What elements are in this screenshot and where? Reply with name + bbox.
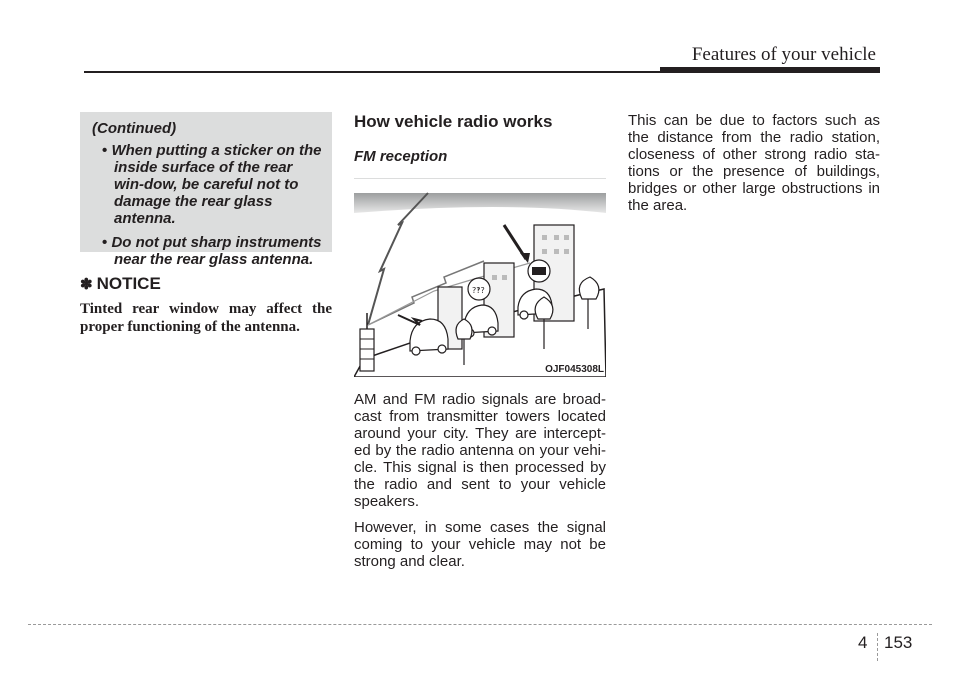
caution-bullet-text: Do not put sharp instruments near the rear glass antenna. bbox=[111, 234, 322, 268]
footer-divider bbox=[877, 633, 878, 661]
body-paragraph: However, in some cases the signal coming to your vehicle may not be strong and clear. bbox=[354, 519, 606, 570]
chapter-number: 4 bbox=[858, 633, 868, 652]
caution-bullet bbox=[92, 142, 322, 227]
notice-body: Tinted rear window may affect the proper functioning of the antenna. bbox=[80, 301, 332, 335]
header-rule-accent bbox=[660, 67, 880, 72]
radio-signal-illustration-icon bbox=[354, 179, 606, 377]
bullet-dot-icon: • bbox=[102, 142, 108, 159]
column-middle bbox=[354, 112, 606, 579]
notice-heading bbox=[80, 274, 332, 294]
body-paragraph: AM and FM radio signals are broad-cast from transmitter towers located around your city. They are intercept-ed by the radio antenna on your vehi-cle. This signal is then processed by the radio and sent to your vehicle speakers. bbox=[354, 391, 606, 510]
continued-caution-box bbox=[80, 112, 332, 268]
notice-asterisk-icon: ✽ bbox=[80, 276, 93, 293]
section-subtitle: FM reception bbox=[354, 148, 448, 165]
notice-heading-text: NOTICE bbox=[96, 274, 161, 293]
bullet-dot-icon: • bbox=[102, 234, 108, 251]
fm-reception-illustration bbox=[354, 178, 606, 377]
caution-bullet-list bbox=[92, 142, 322, 268]
column-right bbox=[628, 112, 880, 223]
column-left bbox=[80, 112, 332, 336]
svg-text:?‽?: ?‽? bbox=[472, 286, 485, 295]
caution-bullet bbox=[92, 234, 322, 268]
continued-title: (Continued) bbox=[92, 120, 177, 137]
page-number: 153 bbox=[884, 633, 913, 652]
body-paragraph: This can be due to factors such as the distance from the radio station, closeness of other strong radio sta-tions or the presence of buildings, bridges or other large obstructions in the area. bbox=[628, 112, 880, 214]
figure-code: OJF045308L bbox=[545, 364, 604, 375]
section-title: How vehicle radio works bbox=[354, 112, 553, 131]
running-header: Features of your vehicle bbox=[691, 44, 876, 65]
caution-bullet-text: When putting a sticker on the inside surface of the rear win-dow, be careful not to damage the rear glass antenna. bbox=[111, 142, 322, 227]
footer-rule bbox=[28, 624, 932, 625]
